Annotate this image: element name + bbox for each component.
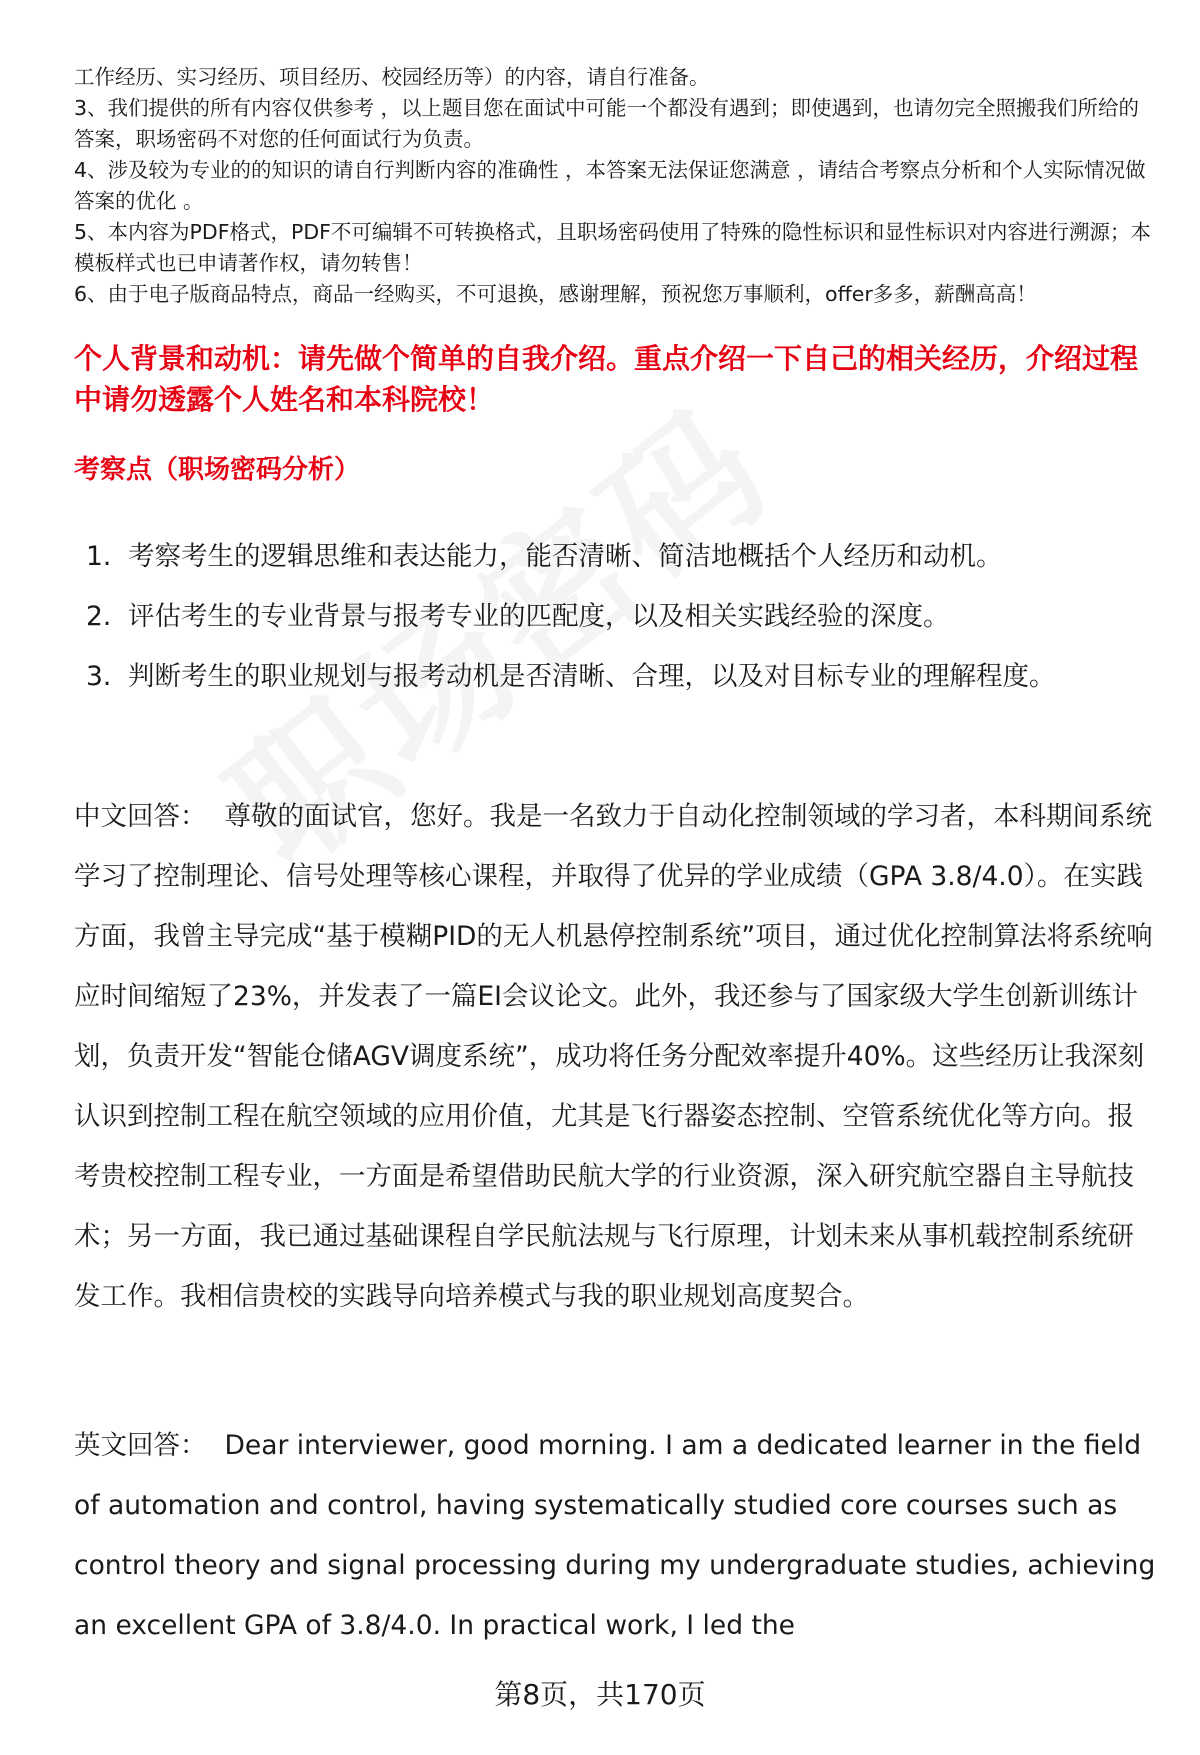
point-number: 2. [86,601,112,632]
assessment-point [74,527,1134,587]
chinese-answer-label: 中文回答： [74,801,207,832]
section-title: 考察点（职场密码分析） [74,455,361,485]
point-number: 3. [86,661,112,692]
point-text: 评估考生的专业背景与报考专业的匹配度，以及相关实践经验的深度。 [128,601,950,632]
english-answer-label: 英文回答： [74,1430,207,1461]
english-answer-text: Dear interviewer, good morning. I am a dedicated learner in the field of automation and control, having systematically studied core courses such as control theory and signal processing during my undergraduate studies, achieving an excellent GPA of 3.8/4.0. In practical work, I led the [74,1430,1156,1641]
english-answer [74,1416,1159,1656]
chinese-answer [74,787,1159,1327]
chinese-answer-text: 尊敬的面试官，您好。我是一名致力于自动化控制领域的学习者，本科期间系统学习了控制理论、信号处理等核心课程，并取得了优异的学业成绩（GPA 3.8/4.0）。在实践方面，我曾主导完成“基于模糊PID的无人机悬停控制系统”项目，通过优化控制算法将系统响应时间缩短了23%，并发表了一篇EI会议论文。此外，我还参与了国家级大学生创新训练计划，负责开发“智能仓储AGV调度系统”，成功将任务分配效率提升40%。这些经历让我深刻认识到控制工程在航空领域的应用价值，尤其是飞行器姿态控制、空管系统优化等方向。报考贵校控制工程专业，一方面是希望借助民航大学的行业资源，深入研究航空器自主导航技术；另一方面，我已通过基础课程自学民航法规与飞行原理，计划未来从事机载控制系统研发工作。我相信贵校的实践导向培养模式与我的职业规划高度契合。 [74,801,1153,1312]
notice-list [74,62,1154,310]
assessment-point [74,587,1134,647]
assessment-points [74,527,1134,707]
point-text: 判断考生的职业规划与报考动机是否清晰、合理，以及对目标专业的理解程度。 [128,661,1056,692]
point-number: 1. [86,541,112,572]
notice-item: 6、由于电子版商品特点，商品一经购买，不可退换，感谢理解，预祝您万事顺利，offer多多，薪酬高高！ [74,282,1037,306]
notice-item: 4、涉及较为专业的的知识的请自行判断内容的准确性 ，本答案无法保证您满意 ，请结合考察点分析和个人实际情况做答案的优化 。 [74,158,1146,213]
notice-item: 3、我们提供的所有内容仅供参考 ，以上题目您在面试中可能一个都没有遇到；即使遇到，也请勿完全照搬我们所给的答案，职场密码不对您的任何面试行为负责。 [74,96,1140,151]
notice-item: 5、本内容为PDF格式，PDF不可编辑不可转换格式，且职场密码使用了特殊的隐性标识和显性标识对内容进行溯源；本模板样式也已申请著作权，请勿转售！ [74,220,1151,275]
page-number: 第8页，共170页 [494,1678,706,1711]
point-text: 考察考生的逻辑思维和表达能力，能否清晰、简洁地概括个人经历和动机。 [128,541,1003,572]
question-heading: 个人背景和动机：请先做个简单的自我介绍。重点介绍一下自己的相关经历，介绍过程中请勿透露个人姓名和本科院校！ [74,342,1139,416]
notice-item: 工作经历、实习经历、项目经历、校园经历等）的内容，请自行准备。 [74,65,710,89]
assessment-point [74,647,1134,707]
